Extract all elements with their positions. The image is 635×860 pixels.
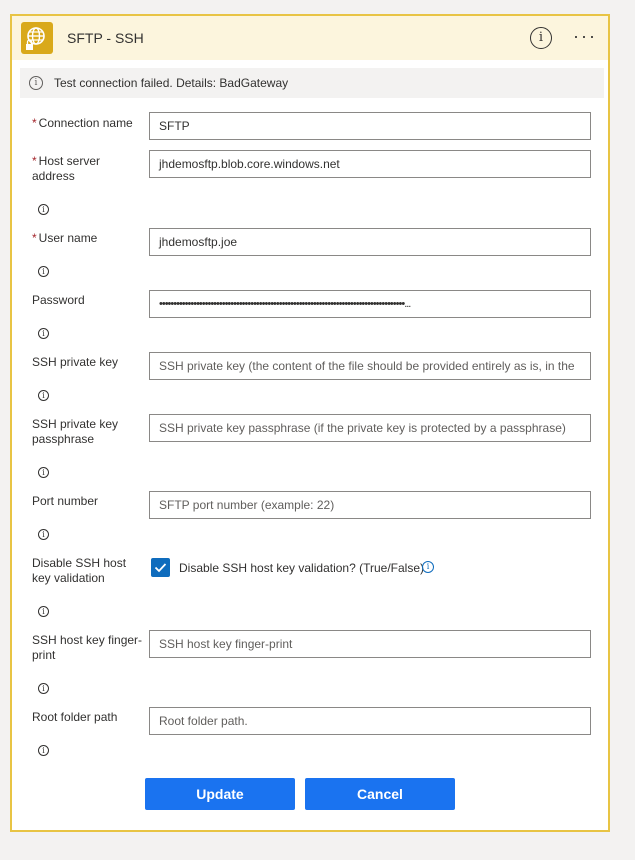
error-message: Test connection failed. Details: BadGateway — [54, 76, 289, 90]
root-folder-label: Root folder path — [32, 710, 118, 724]
ssh-passphrase-input[interactable]: SSH private key passphrase (if the private key is protected by a passphrase) — [149, 414, 591, 442]
card-title: SFTP - SSH — [67, 30, 144, 46]
password-info-icon[interactable]: i — [38, 328, 49, 339]
port-label: Port number — [32, 494, 99, 508]
disable-validation-checkbox[interactable] — [151, 558, 170, 577]
host-label: * Host server address — [32, 154, 101, 183]
card-header — [12, 16, 608, 60]
cancel-button[interactable]: Cancel — [305, 778, 455, 810]
root-folder-info-icon[interactable]: i — [38, 745, 49, 756]
error-banner — [20, 68, 604, 98]
user-name-input[interactable]: jhdemosftp.joe — [149, 228, 591, 256]
checkmark-icon — [153, 560, 168, 575]
ssh-passphrase-label: SSH private key passphrase — [32, 417, 119, 446]
update-button[interactable]: Update — [145, 778, 295, 810]
port-info-icon[interactable]: i — [38, 529, 49, 540]
ssh-private-key-label: SSH private key — [32, 355, 119, 369]
password-label: Password — [32, 293, 85, 307]
required-marker: * — [32, 231, 37, 245]
disable-validation-label: Disable SSH host key validation — [32, 556, 127, 585]
ssh-passphrase-info-icon[interactable]: i — [38, 467, 49, 478]
fingerprint-label: SSH host key finger-print — [32, 633, 143, 662]
connection-name-label: * Connection name — [32, 116, 133, 130]
fingerprint-input[interactable]: SSH host key finger-print — [149, 630, 591, 658]
ssh-private-key-input[interactable]: SSH private key (the content of the file should be provided entirely as is, in the — [149, 352, 591, 380]
required-marker: * — [32, 116, 37, 130]
globe-lock-icon — [21, 22, 53, 54]
host-input[interactable]: jhdemosftp.blob.core.windows.net — [149, 150, 591, 178]
fingerprint-info-icon[interactable]: i — [38, 683, 49, 694]
port-input[interactable]: SFTP port number (example: 22) — [149, 491, 591, 519]
info-icon[interactable]: i — [530, 27, 552, 49]
user-name-label: * User name — [32, 231, 98, 245]
connection-name-input[interactable]: SFTP — [149, 112, 591, 140]
more-icon[interactable]: ··· — [573, 26, 597, 46]
user-name-info-icon[interactable]: i — [38, 266, 49, 277]
info-icon: i — [29, 76, 43, 90]
ssh-private-key-info-icon[interactable]: i — [38, 390, 49, 401]
disable-validation-checkbox-label[interactable]: Disable SSH host key validation? (True/False) — [179, 561, 424, 575]
host-info-icon[interactable]: i — [38, 204, 49, 215]
required-marker: * — [32, 154, 37, 168]
connection-card — [10, 14, 610, 832]
root-folder-input[interactable]: Root folder path. — [149, 707, 591, 735]
checkbox-info-icon[interactable]: i — [422, 561, 434, 573]
password-input[interactable]: ••••••••••••••••••••••••••••••••••••••••••••••••••••••••••••••••••••••••••••••••••••••... — [149, 290, 591, 318]
disable-validation-info-icon[interactable]: i — [38, 606, 49, 617]
